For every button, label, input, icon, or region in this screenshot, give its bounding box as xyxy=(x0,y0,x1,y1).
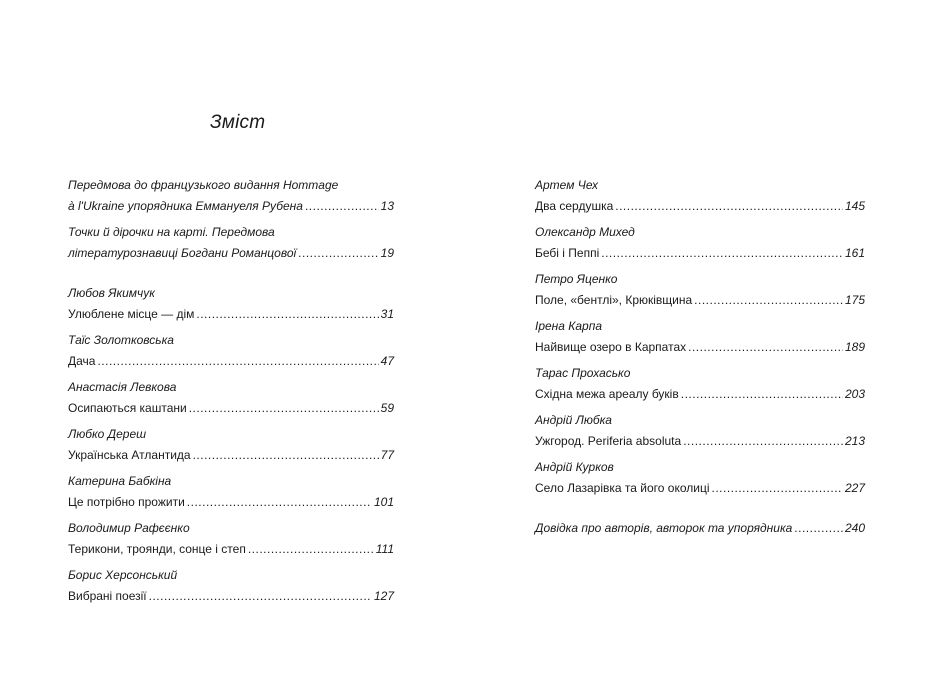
toc-entry-title: Найвище озеро в Карпатах xyxy=(535,340,687,354)
toc-author: Артем Чех xyxy=(535,178,598,192)
toc-appendix xyxy=(535,519,865,537)
toc-entry xyxy=(68,305,394,323)
toc-entry-page: 31 xyxy=(380,307,394,321)
toc-entry xyxy=(535,338,865,356)
toc-entry-title: Дача xyxy=(68,354,96,368)
toc-author: Петро Яценко xyxy=(535,272,618,286)
toc-entry xyxy=(68,540,394,558)
dot-leader xyxy=(681,385,843,403)
toc-author: Володимир Рафєєнко xyxy=(68,521,190,535)
appendix-page: 240 xyxy=(844,521,865,535)
preface-2-text: літературознавиці Богдани Романцової xyxy=(68,246,297,260)
toc-author: Борис Херсонський xyxy=(68,568,178,582)
dot-leader xyxy=(248,540,374,558)
toc-entry-title: Ужгород. Periferia absoluta xyxy=(535,434,682,448)
toc-entry xyxy=(535,291,865,309)
preface-1-page: 13 xyxy=(380,199,394,213)
toc-entry-page: 77 xyxy=(380,448,394,462)
toc-author: Любов Якимчук xyxy=(68,286,155,300)
dot-leader xyxy=(694,291,843,309)
toc-entry-page: 59 xyxy=(380,401,394,415)
preface-2-page: 19 xyxy=(380,246,394,260)
toc-author: Любко Дереш xyxy=(68,427,147,441)
toc-entry-page: 227 xyxy=(844,481,865,495)
dot-leader xyxy=(601,244,843,262)
toc-author: Катерина Бабкіна xyxy=(68,474,172,488)
toc-entry xyxy=(535,197,865,215)
toc-entry-page: 101 xyxy=(373,495,394,509)
toc-entry-title: Село Лазарівка та його околиці xyxy=(535,481,710,495)
toc-entry xyxy=(68,446,394,464)
dot-leader xyxy=(196,305,378,323)
toc-entry-title: Українська Атлантида xyxy=(68,448,191,462)
toc-entry xyxy=(535,479,865,497)
toc-entry-title: Улюблене місце — дім xyxy=(68,307,195,321)
toc-entry-title: Це потрібно прожити xyxy=(68,495,185,509)
toc-entry-title: Терикони, троянди, сонце і степ xyxy=(68,542,246,556)
dot-leader xyxy=(97,352,378,370)
toc-author: Андрій Любка xyxy=(535,413,612,427)
toc-entry xyxy=(535,385,865,403)
toc-entry xyxy=(68,352,394,370)
dot-leader xyxy=(683,432,843,450)
toc-entry xyxy=(68,399,394,417)
toc-entry-title: Два сердушка xyxy=(535,199,614,213)
toc-entry-title: Східна межа ареалу буків xyxy=(535,387,679,401)
toc-entry xyxy=(68,587,394,605)
toc-author: Таїс Золотковська xyxy=(68,333,174,347)
toc-author: Олександр Михед xyxy=(535,225,635,239)
dot-leader xyxy=(189,399,379,417)
toc-entry-page: 127 xyxy=(373,589,394,603)
toc-entry-title: Вибрані поезії xyxy=(68,589,147,603)
dot-leader xyxy=(193,446,379,464)
preface-2-line-1: Точки й дірочки на карті. Передмова xyxy=(68,225,275,239)
dot-leader xyxy=(615,197,843,215)
toc-author: Анастасія Левкова xyxy=(68,380,177,394)
toc-entry xyxy=(535,244,865,262)
dot-leader xyxy=(305,197,379,215)
toc-entry-page: 203 xyxy=(844,387,865,401)
dot-leader xyxy=(712,479,843,497)
dot-leader xyxy=(187,493,372,511)
page-title: Зміст xyxy=(210,112,266,133)
appendix-title: Довідка про авторів, авторок та упорядника xyxy=(535,521,793,535)
toc-author: Андрій Курков xyxy=(535,460,614,474)
toc-entry-page: 47 xyxy=(380,354,394,368)
toc-entry-page: 111 xyxy=(375,542,394,556)
toc-entry-title: Бебі і Пеппі xyxy=(535,246,600,260)
dot-leader xyxy=(298,244,378,262)
preface-1-line-1: Передмова до французького видання Hommage xyxy=(68,178,339,192)
toc-entry-page: 213 xyxy=(844,434,865,448)
preface-1-line-2 xyxy=(68,197,394,215)
dot-leader xyxy=(688,338,843,356)
toc-entry-page: 175 xyxy=(844,293,865,307)
toc-entry-title: Осипаються каштани xyxy=(68,401,187,415)
toc-entry-page: 189 xyxy=(844,340,865,354)
toc-entry-title: Поле, «бентлі», Крюківщина xyxy=(535,293,693,307)
toc-author: Ірена Карпа xyxy=(535,319,602,333)
toc-author: Тарас Прохасько xyxy=(535,366,631,380)
toc-entry-page: 145 xyxy=(844,199,865,213)
toc-entry-page: 161 xyxy=(844,246,865,260)
preface-2-line-2 xyxy=(68,244,394,262)
toc-entry xyxy=(535,432,865,450)
dot-leader xyxy=(149,587,372,605)
toc-entry xyxy=(68,493,394,511)
dot-leader xyxy=(794,519,843,537)
preface-1-text: à l'Ukraine упорядника Еммануеля Рубена xyxy=(68,199,303,213)
